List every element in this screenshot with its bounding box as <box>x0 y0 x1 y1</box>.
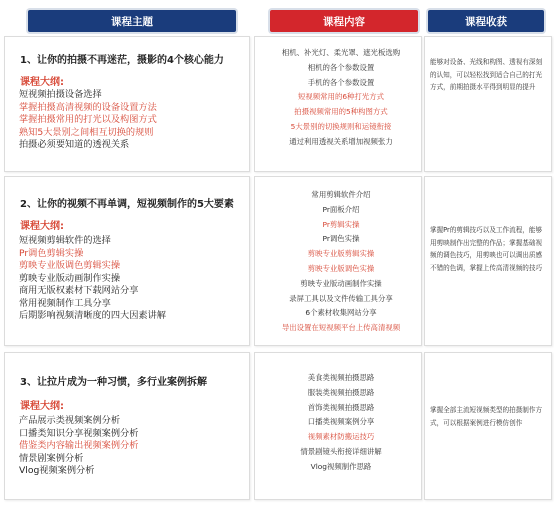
content-item: 首饰类视频拍摄思路 <box>307 402 375 412</box>
content-item: 情景剧镜头衔接详细讲解 <box>300 446 382 456</box>
content-item: Pr剪辑实操 <box>322 219 360 229</box>
outline-item: 掌握拍摄高清视频的设备设置方法 <box>19 101 157 113</box>
content-item: 相机的各个参数设置 <box>307 62 375 72</box>
header-topic: 课程主题 <box>28 10 236 32</box>
section-2-title: 2、让你的视频不再单调，短视频制作的5大要素 <box>20 199 234 210</box>
section-3-title: 3、让拉片成为一种习惯，多行业案例拆解 <box>20 377 207 388</box>
section-2-outline <box>19 235 166 323</box>
content-item: 服装类视频拍摄思路 <box>307 387 375 397</box>
outline-item: 剪映专业版动画制作实操 <box>19 272 121 284</box>
content-item: 5大景别的切换规则和运镜衔接 <box>290 121 392 131</box>
outline-item: 后期影响视频清晰度的四大因素讲解 <box>19 310 166 321</box>
section-2-outline-label: 课程大纲: <box>20 221 64 232</box>
content-item: 6个素材收集网站分享 <box>305 308 377 318</box>
content-item: 拍摄视频常用的5种构图方式 <box>294 107 388 117</box>
content-item: 剪映专业版动画制作实操 <box>300 278 382 288</box>
section-1-outline-label: 课程大纲: <box>20 77 64 88</box>
content-item: 录屏工具以及文件传输工具分享 <box>289 293 393 303</box>
outline-item: 短视频拍摄设备选择 <box>19 89 102 100</box>
content-item: 剪映专业版剪辑实操 <box>307 249 375 259</box>
content-item: Pr调色实操 <box>322 234 360 244</box>
outline-item: Pr调色剪辑实操 <box>19 247 84 259</box>
outline-item: 口播类知识分享视频案例分析 <box>19 427 139 439</box>
content-item: 口播类视频案例分享 <box>307 417 375 427</box>
outline-item: 掌握拍摄常用的打光以及构图方式 <box>19 114 157 125</box>
content-item: 视频素材防搬运技巧 <box>307 432 375 442</box>
content-item: 短视频常用的6种打光方式 <box>297 92 384 102</box>
content-item: 手机的各个参数设置 <box>307 77 375 87</box>
outline-item: 情景剧案例分析 <box>19 452 84 464</box>
header-gain: 课程收获 <box>428 10 544 32</box>
outline-item: 借鉴类内容输出视频案例分析 <box>19 440 139 451</box>
section-3-content-list <box>262 371 420 475</box>
content-item: 常用剪辑软件介绍 <box>311 190 371 199</box>
content-item: 剪映专业版调色实操 <box>307 263 375 273</box>
content-item: 美食类视频拍摄思路 <box>307 373 375 382</box>
content-item: Pr面板介绍 <box>322 204 360 214</box>
section-2-content-list <box>262 188 420 336</box>
outline-item: Vlog视频案例分析 <box>19 465 95 476</box>
outline-item: 熟知5大景别之间相互切换的规则 <box>19 126 154 138</box>
content-item: 通过利用透视关系增加视频张力 <box>289 136 393 146</box>
section-1-title: 1、让你的拍摄不再迷茫，摄影的4个核心能力 <box>20 55 224 66</box>
content-item: Vlog视频制作思路 <box>310 461 372 471</box>
outline-item: 短视频剪辑软件的选择 <box>19 235 111 246</box>
header-content: 课程内容 <box>270 10 418 32</box>
section-2-gain-text: 掌握Pr的剪辑技巧以及工作流程，能够用剪映制作出完整的作品；掌握基础视频的调色技巧，用剪映也可以调出质感不错的色调，掌握上传高清视频的技巧 <box>430 226 543 272</box>
section-1-outline <box>19 89 157 152</box>
section-3-outline-label: 课程大纲: <box>20 401 64 412</box>
content-item: 相机、补光灯、柔光罩、遮光板选购 <box>281 48 401 57</box>
section-1-gain-text: 能够对设备、光线和构图、透视有深刻的认知，可以轻松找到适合自己的打光方式，前期拍摄水平得到明显的提升 <box>430 58 543 91</box>
outline-item: 剪映专业版调色剪辑实操 <box>19 260 121 271</box>
outline-item: 产品展示类视频案例分析 <box>19 415 121 426</box>
section-3-outline <box>19 415 138 478</box>
content-item: 导出设置在短视频平台上传高清视频 <box>281 323 401 333</box>
section-1-content-list <box>262 46 420 150</box>
section-3-gain-text: 掌握全部主流短视频类型的拍摄制作方式，可以根据案例进行模仿创作 <box>430 406 543 427</box>
outline-item: 拍摄必须要知道的透视关系 <box>19 139 130 150</box>
outline-item: 常用视频制作工具分享 <box>19 297 111 309</box>
outline-item: 商用无版权素材下载网站分享 <box>19 285 139 296</box>
